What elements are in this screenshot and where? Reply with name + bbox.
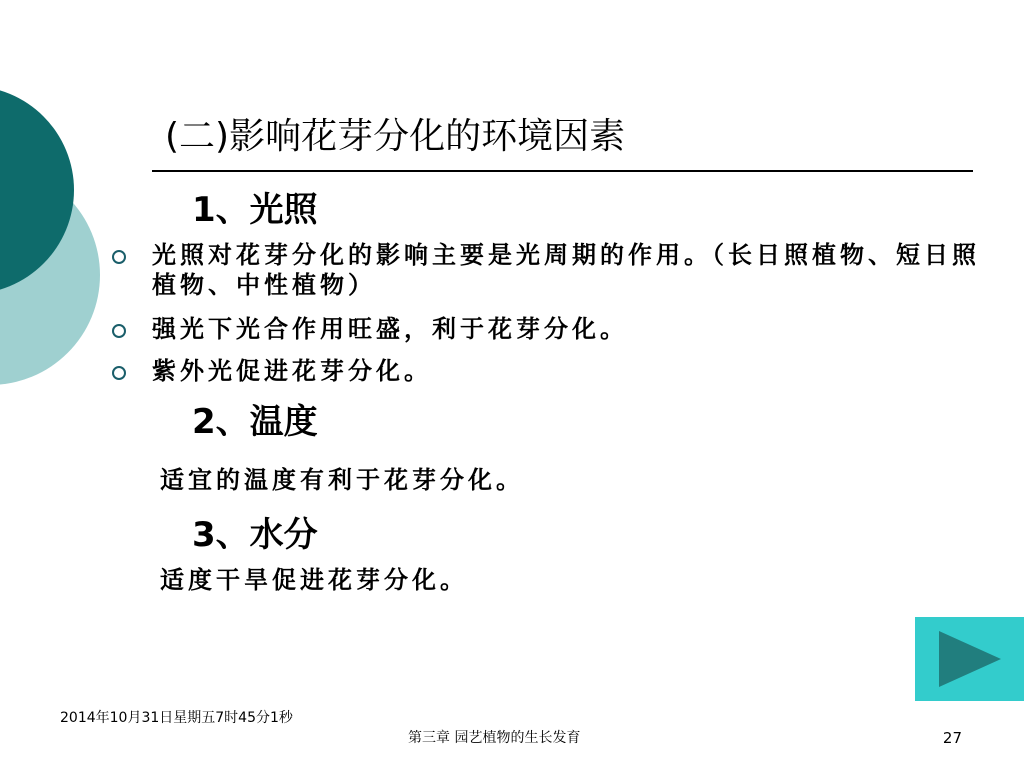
bullet-text: 光照对花芽分化的影响主要是光周期的作用。（长日照植物、短日照植物、中性植物） — [152, 240, 980, 299]
hollow-circle-bullet-icon — [112, 324, 126, 338]
slide-title: (二)影响花芽分化的环境因素 — [165, 116, 626, 157]
section-heading-light: 1、光照 — [192, 190, 318, 230]
section-heading-temperature: 2、温度 — [192, 402, 318, 442]
title-divider — [152, 170, 973, 172]
page-number: 27 — [942, 729, 962, 747]
dark-teal-circle — [0, 86, 74, 294]
hollow-circle-bullet-icon — [112, 250, 126, 264]
footer-chapter: 第三章 园艺植物的生长发育 — [408, 730, 581, 746]
hollow-circle-bullet-icon — [112, 366, 126, 380]
play-triangle-icon — [915, 617, 1024, 701]
bullet-item — [112, 356, 982, 388]
bullet-text: 紫外光促进花芽分化。 — [152, 356, 432, 385]
bullet-item — [112, 314, 982, 346]
bullet-item — [112, 240, 982, 302]
footer-date: 2014年10月31日星期五7时45分1秒 — [60, 710, 293, 726]
section-text-water: 适度干旱促进花芽分化。 — [160, 565, 468, 594]
decorative-circles — [0, 0, 110, 420]
next-slide-button[interactable] — [915, 617, 1024, 701]
section-heading-water: 3、水分 — [192, 515, 318, 555]
bullet-text: 强光下光合作用旺盛，利于花芽分化。 — [152, 314, 628, 343]
section-text-temperature: 适宜的温度有利于花芽分化。 — [160, 465, 524, 494]
light-teal-circle — [0, 165, 100, 385]
